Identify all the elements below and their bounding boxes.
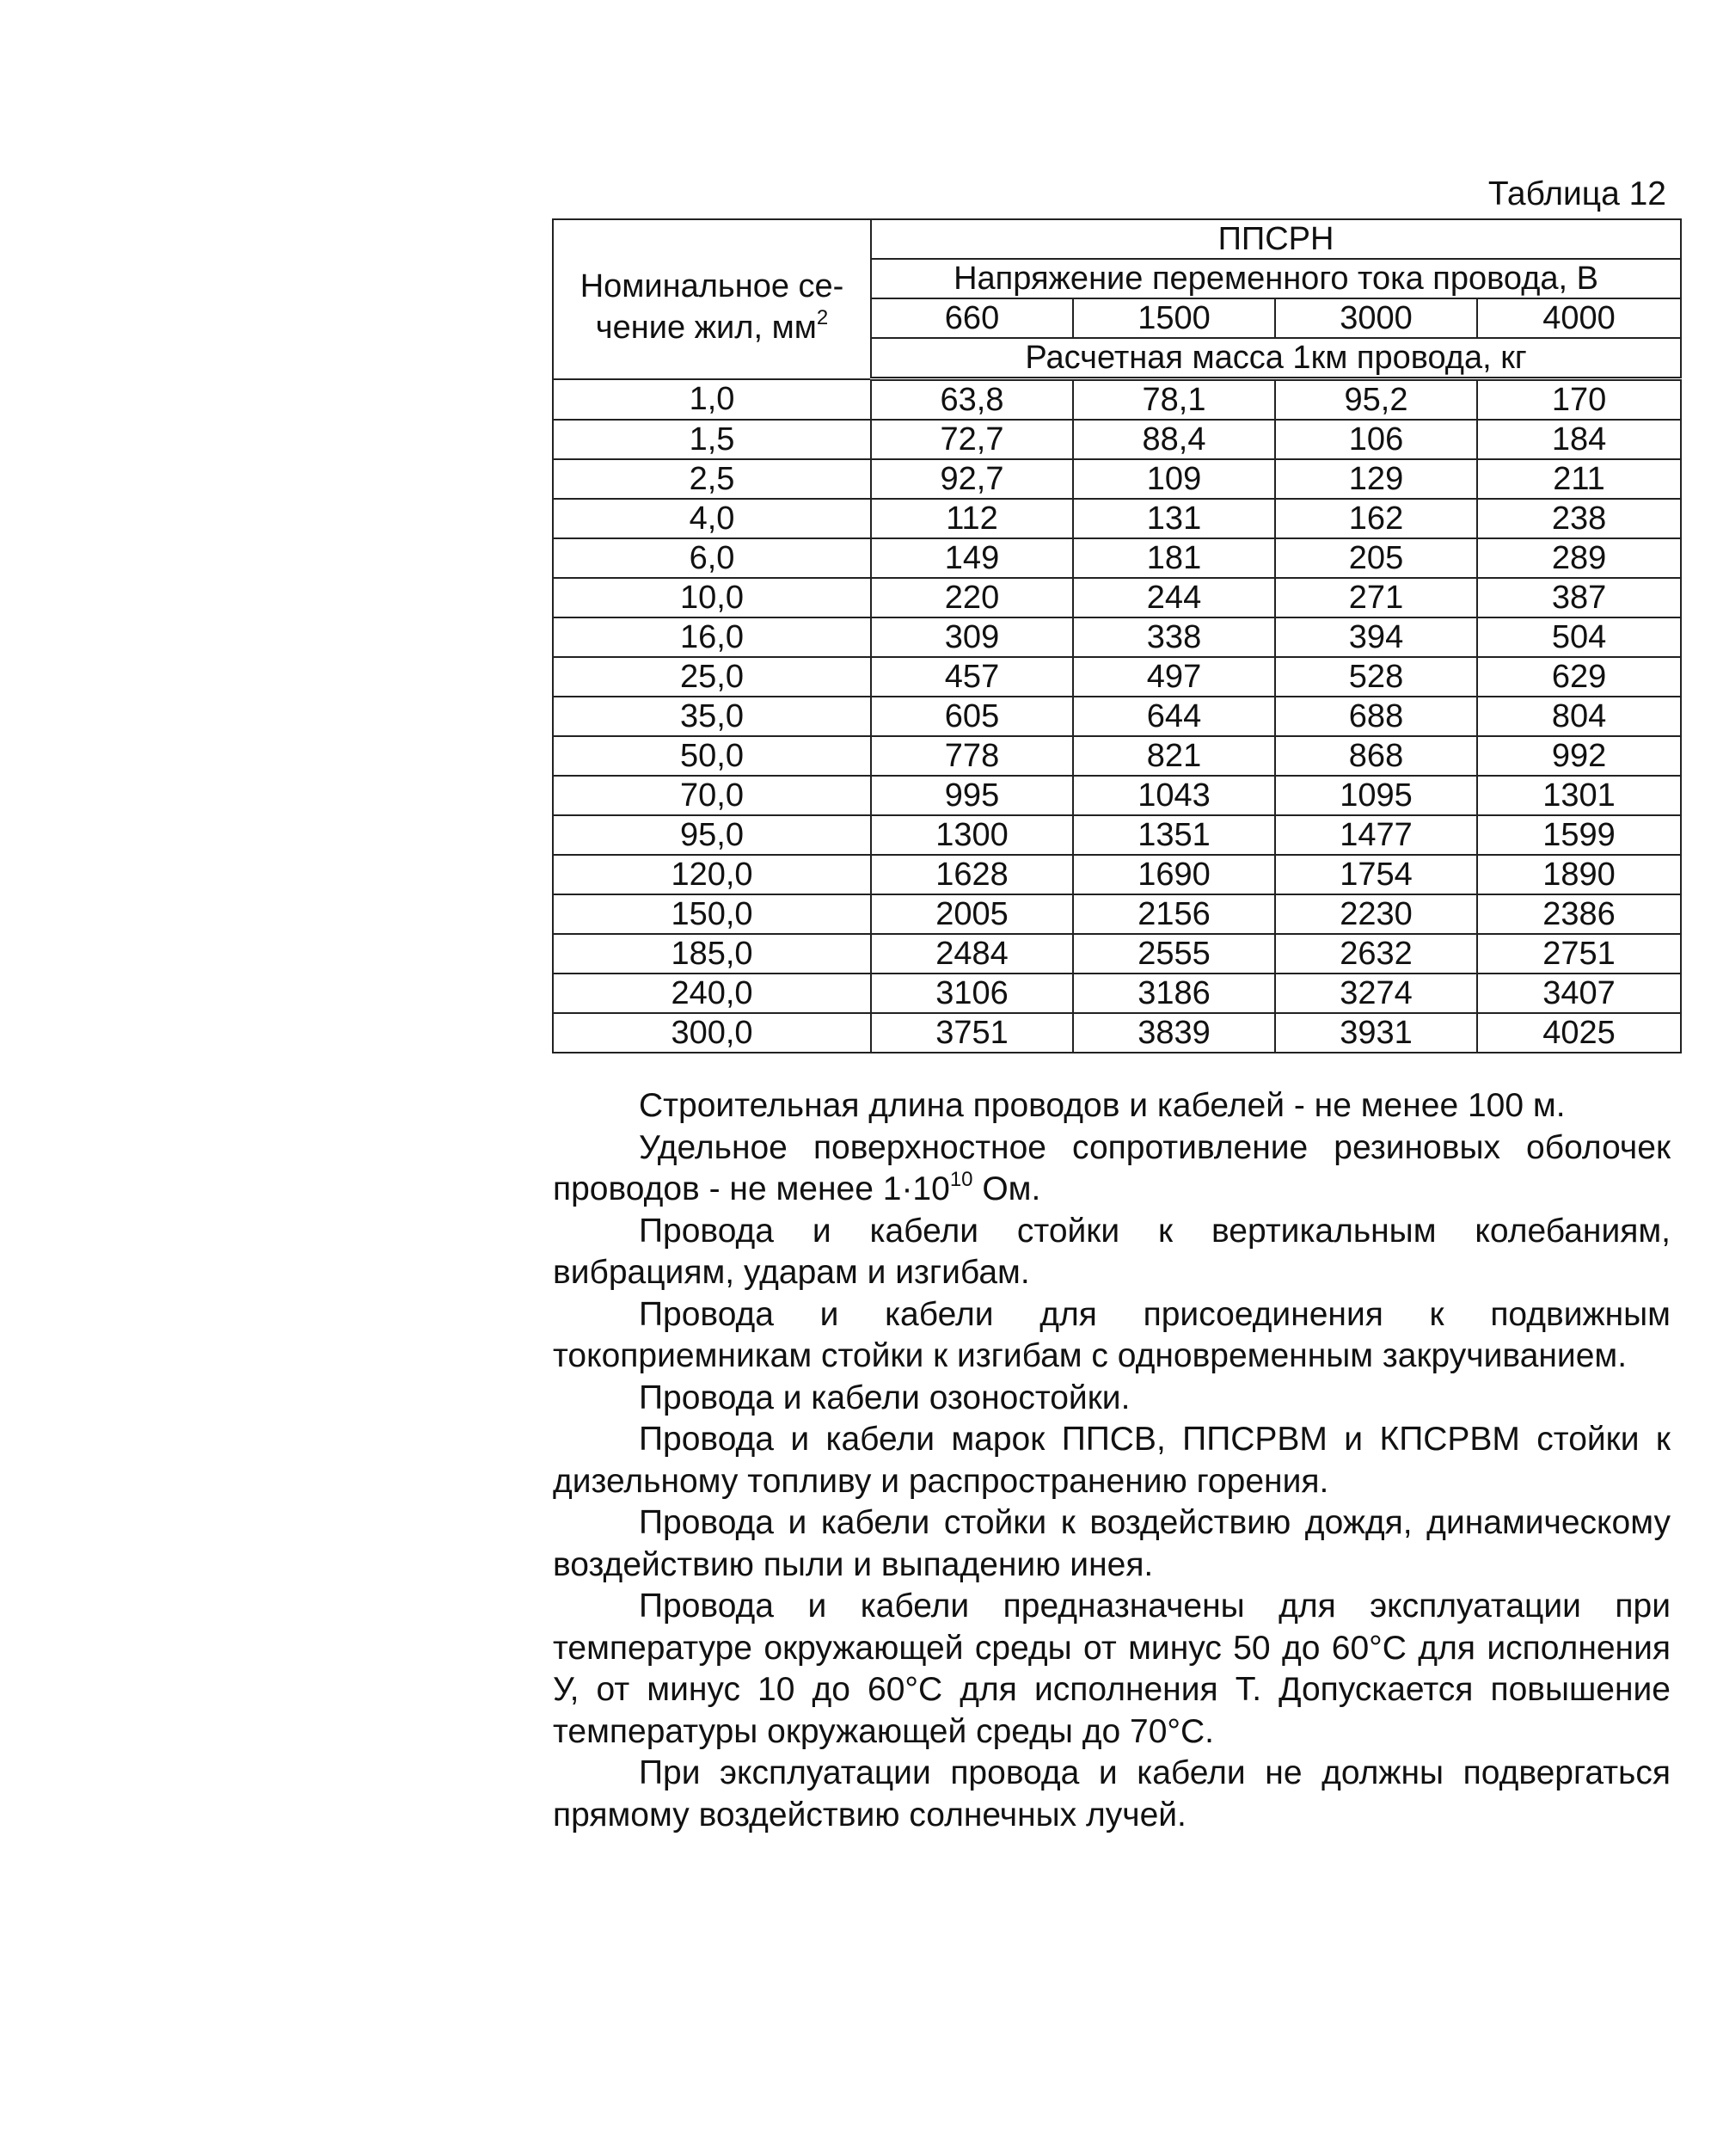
cell-mass: 2386 bbox=[1477, 894, 1681, 934]
cell-mass: 88,4 bbox=[1073, 420, 1275, 459]
table-row bbox=[553, 736, 1681, 776]
paragraph-superscript: 10 bbox=[949, 1168, 973, 1191]
header-voltage-1500: 1500 bbox=[1073, 298, 1275, 338]
cell-section: 150,0 bbox=[553, 894, 871, 934]
cell-mass: 605 bbox=[871, 697, 1073, 736]
cell-mass: 992 bbox=[1477, 736, 1681, 776]
header-voltage-label: Напряжение переменного тока провода, В bbox=[871, 259, 1681, 298]
cell-mass: 528 bbox=[1275, 657, 1477, 697]
table-row bbox=[553, 894, 1681, 934]
cell-section: 70,0 bbox=[553, 776, 871, 815]
table-row bbox=[553, 459, 1681, 499]
paragraph-surface-resistance-unit: Ом. bbox=[972, 1170, 1041, 1207]
cell-mass: 181 bbox=[1073, 538, 1275, 578]
cell-mass: 821 bbox=[1073, 736, 1275, 776]
paragraph-construction-length: Строительная длина проводов и кабелей - не менее 100 м. bbox=[639, 1087, 1566, 1124]
cell-mass: 3186 bbox=[1073, 974, 1275, 1013]
cell-mass: 3407 bbox=[1477, 974, 1681, 1013]
table-row bbox=[553, 538, 1681, 578]
cell-section: 16,0 bbox=[553, 617, 871, 657]
table-row bbox=[553, 578, 1681, 617]
cell-mass: 1477 bbox=[1275, 815, 1477, 855]
cell-mass: 1890 bbox=[1477, 855, 1681, 894]
table-row bbox=[553, 697, 1681, 736]
cell-section: 185,0 bbox=[553, 934, 871, 974]
header-nominal-section-line2: чение жил, мм bbox=[595, 309, 817, 346]
cell-mass: 4025 bbox=[1477, 1013, 1681, 1053]
cell-mass: 2555 bbox=[1073, 934, 1275, 974]
cell-section: 2,5 bbox=[553, 459, 871, 499]
cell-section: 120,0 bbox=[553, 855, 871, 894]
cell-mass: 644 bbox=[1073, 697, 1275, 736]
cell-mass: 112 bbox=[871, 499, 1073, 538]
header-mass-label: Расчетная масса 1км провода, кг bbox=[871, 338, 1681, 379]
paragraph-temperature-range: Провода и кабели предназначены для эксплуатации при температуре окружающей среды от минус 50 до 60°С для исполнения У, от минус 10 до 60°С для исполнения Т. Допускается повышение температуры окружающей среды до 70°С. bbox=[553, 1588, 1671, 1750]
cell-mass: 72,7 bbox=[871, 420, 1073, 459]
cell-section: 300,0 bbox=[553, 1013, 871, 1053]
cell-mass: 3931 bbox=[1275, 1013, 1477, 1053]
table-row bbox=[553, 499, 1681, 538]
table-row bbox=[553, 617, 1681, 657]
header-voltage-3000: 3000 bbox=[1275, 298, 1477, 338]
paragraph-surface-resistance bbox=[553, 1127, 1671, 1211]
table-row bbox=[553, 815, 1681, 855]
cell-mass: 220 bbox=[871, 578, 1073, 617]
cell-mass: 688 bbox=[1275, 697, 1477, 736]
cell-mass: 2156 bbox=[1073, 894, 1275, 934]
cell-mass: 1628 bbox=[871, 855, 1073, 894]
cell-mass: 338 bbox=[1073, 617, 1275, 657]
cell-section: 1,5 bbox=[553, 420, 871, 459]
cell-section: 240,0 bbox=[553, 974, 871, 1013]
cell-mass: 2005 bbox=[871, 894, 1073, 934]
table-row bbox=[553, 855, 1681, 894]
cell-section: 50,0 bbox=[553, 736, 871, 776]
cell-mass: 1095 bbox=[1275, 776, 1477, 815]
cell-mass: 92,7 bbox=[871, 459, 1073, 499]
cell-mass: 629 bbox=[1477, 657, 1681, 697]
cell-section: 6,0 bbox=[553, 538, 871, 578]
cell-mass: 309 bbox=[871, 617, 1073, 657]
table-row bbox=[553, 974, 1681, 1013]
cell-mass: 497 bbox=[1073, 657, 1275, 697]
cell-mass: 804 bbox=[1477, 697, 1681, 736]
table-caption: Таблица 12 bbox=[1487, 175, 1666, 212]
cell-section: 1,0 bbox=[553, 379, 871, 421]
cell-mass: 504 bbox=[1477, 617, 1681, 657]
header-nominal-section-line1: Номинальное се- bbox=[579, 267, 844, 304]
cell-mass: 394 bbox=[1275, 617, 1477, 657]
table-body bbox=[553, 379, 1681, 1053]
cell-mass: 149 bbox=[871, 538, 1073, 578]
table-row bbox=[553, 776, 1681, 815]
body-text bbox=[553, 1085, 1671, 1836]
cell-mass: 1599 bbox=[1477, 815, 1681, 855]
cell-mass: 131 bbox=[1073, 499, 1275, 538]
cell-mass: 1690 bbox=[1073, 855, 1275, 894]
header-brand: ППСРН bbox=[871, 219, 1681, 259]
cell-mass: 129 bbox=[1275, 459, 1477, 499]
cell-mass: 162 bbox=[1275, 499, 1477, 538]
table-row bbox=[553, 1013, 1681, 1053]
cell-section: 10,0 bbox=[553, 578, 871, 617]
cell-mass: 3839 bbox=[1073, 1013, 1275, 1053]
header-nominal-section bbox=[553, 219, 871, 379]
cell-mass: 778 bbox=[871, 736, 1073, 776]
cell-section: 4,0 bbox=[553, 499, 871, 538]
cell-mass: 1754 bbox=[1275, 855, 1477, 894]
cell-mass: 2751 bbox=[1477, 934, 1681, 974]
cell-mass: 95,2 bbox=[1275, 379, 1477, 421]
paragraph-diesel-resistance: Провода и кабели марок ППСВ, ППСРВМ и КПСРВМ стойки к дизельному топливу и распространению горения. bbox=[553, 1421, 1671, 1500]
header-superscript: 2 bbox=[816, 305, 829, 329]
header-voltage-660: 660 bbox=[871, 298, 1073, 338]
cell-mass: 3274 bbox=[1275, 974, 1477, 1013]
paragraph-vibration-resistance: Провода и кабели стойки к вертикальным колебаниям, вибрациям, ударам и изгибам. bbox=[553, 1212, 1671, 1291]
cell-mass: 995 bbox=[871, 776, 1073, 815]
paragraph-sunlight: При эксплуатации провода и кабели не должны подвергаться прямому воздействию солнечных лучей. bbox=[553, 1754, 1671, 1834]
cell-mass: 211 bbox=[1477, 459, 1681, 499]
cell-mass: 1043 bbox=[1073, 776, 1275, 815]
cell-mass: 78,1 bbox=[1073, 379, 1275, 421]
cell-mass: 106 bbox=[1275, 420, 1477, 459]
cell-mass: 2484 bbox=[871, 934, 1073, 974]
cell-mass: 1301 bbox=[1477, 776, 1681, 815]
cell-mass: 1351 bbox=[1073, 815, 1275, 855]
paragraph-ozone-resistance: Провода и кабели озоностойки. bbox=[639, 1379, 1131, 1416]
cell-mass: 1300 bbox=[871, 815, 1073, 855]
cell-section: 95,0 bbox=[553, 815, 871, 855]
cell-mass: 271 bbox=[1275, 578, 1477, 617]
table-row bbox=[553, 657, 1681, 697]
paragraph-surface-resistance-text: Удельное поверхностное сопротивление резиновых оболочек проводов - не менее 1·10 bbox=[553, 1128, 1671, 1207]
table-row bbox=[553, 379, 1681, 421]
paragraph-current-collector: Провода и кабели для присоединения к подвижным токоприемникам стойки к изгибам с одновременным закручиванием. bbox=[553, 1295, 1671, 1374]
cell-section: 35,0 bbox=[553, 697, 871, 736]
cell-mass: 3751 bbox=[871, 1013, 1073, 1053]
cell-mass: 109 bbox=[1073, 459, 1275, 499]
cell-mass: 868 bbox=[1275, 736, 1477, 776]
cell-mass: 2230 bbox=[1275, 894, 1477, 934]
header-voltage-4000: 4000 bbox=[1477, 298, 1681, 338]
cell-mass: 244 bbox=[1073, 578, 1275, 617]
table-row bbox=[553, 420, 1681, 459]
cell-mass: 63,8 bbox=[871, 379, 1073, 421]
cell-section: 25,0 bbox=[553, 657, 871, 697]
cell-mass: 289 bbox=[1477, 538, 1681, 578]
paragraph-rain-resistance: Провода и кабели стойки к воздействию дождя, динамическому воздействию пыли и выпадению инея. bbox=[553, 1504, 1671, 1583]
wire-mass-table bbox=[552, 218, 1682, 1053]
cell-mass: 238 bbox=[1477, 499, 1681, 538]
cell-mass: 184 bbox=[1477, 420, 1681, 459]
cell-mass: 205 bbox=[1275, 538, 1477, 578]
table-row bbox=[553, 934, 1681, 974]
cell-mass: 2632 bbox=[1275, 934, 1477, 974]
cell-mass: 387 bbox=[1477, 578, 1681, 617]
cell-mass: 170 bbox=[1477, 379, 1681, 421]
cell-mass: 457 bbox=[871, 657, 1073, 697]
cell-mass: 3106 bbox=[871, 974, 1073, 1013]
